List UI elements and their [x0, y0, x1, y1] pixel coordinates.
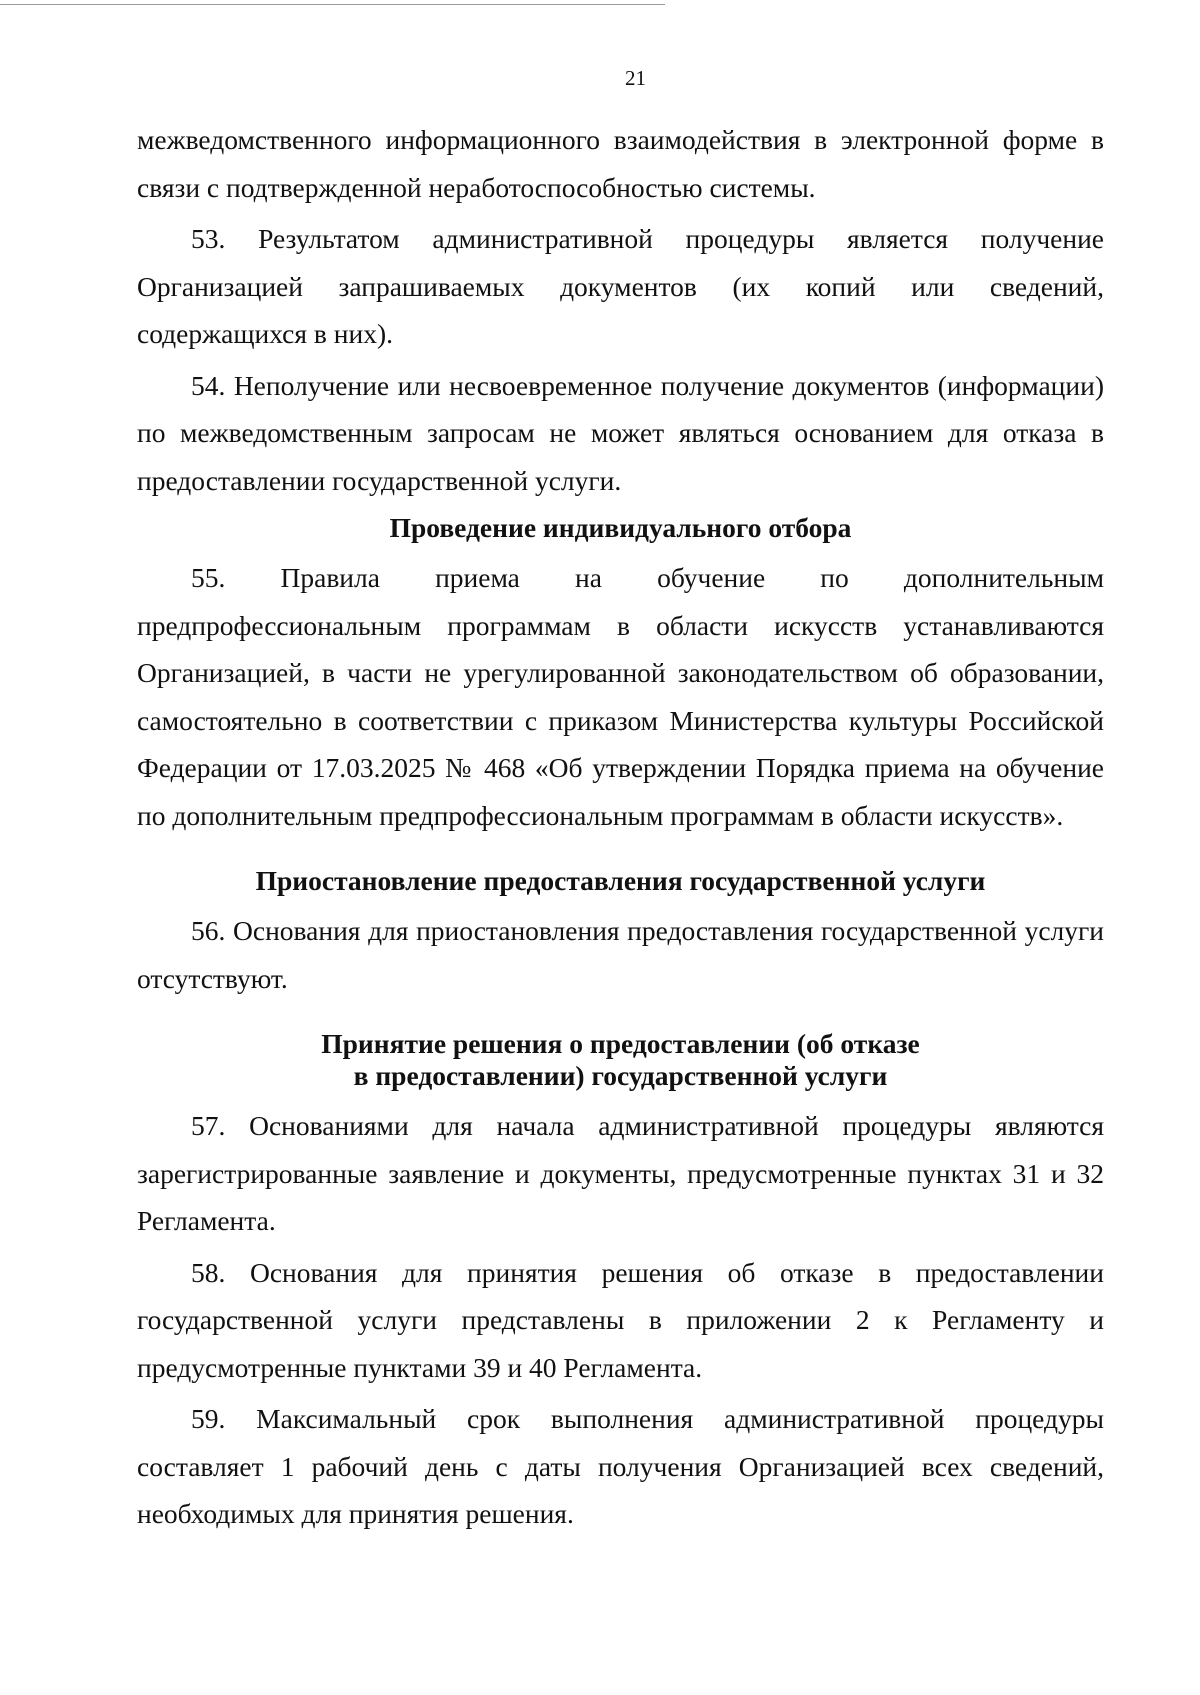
section-heading-individual-selection: [137, 512, 1104, 544]
paragraph-55: 55. Правила приема на обучение по дополнительным предпрофессиональным программам в области искусств устанавливаются Организацией, в части не урегулированной законодательством об образовании, самостоятельно в соответствии с приказом Министерства культуры Российской Федерации от 17.03.2025 № 468 «Об утверждении Порядка приема на обучение по дополнительным предпрофессиональным программам в области искусств».: [137, 562, 1104, 831]
paragraph-56: 56. Основания для приостановления предоставления государственной услуги отсутствуют.: [137, 915, 1104, 994]
paragraph-continuation: межведомственного информационного взаимодействия в электронной форме в связи с подтвержденной неработоспособностью системы.: [137, 124, 1104, 203]
heading-line: Проведение индивидуального отбора: [389, 512, 852, 543]
page-number: 21: [625, 66, 646, 90]
document-page: [137, 66, 1104, 1542]
paragraph-53: 53. Результатом административной процедуры является получение Организацией запрашиваемых документов (их копий или сведений, содержащихся в них).: [137, 223, 1104, 349]
heading-line: Приостановление предоставления государственной услуги: [255, 865, 986, 896]
paragraph-57: 57. Основаниями для начала административной процедуры являются зарегистрированные заявление и документы, предусмотренные пунктах 31 и 32 Регламента.: [137, 1110, 1104, 1236]
paragraph-59: 59. Максимальный срок выполнения административной процедуры составляет 1 рабочий день с даты получения Организацией всех сведений, необходимых для принятия решения.: [137, 1403, 1104, 1529]
paragraph-54: 54. Неполучение или несвоевременное получение документов (информации) по межведомственным запросам не может являться основанием для отказа в предоставлении государственной услуги.: [137, 369, 1104, 496]
scan-edge-line: [0, 4, 665, 5]
section-heading-suspension: [137, 865, 1104, 897]
heading-line: Принятие решения о предоставлении (об отказе: [321, 1028, 920, 1059]
paragraph-58: 58. Основания для принятия решения об отказе в предоставлении государственной услуги представлены в приложении 2 к Регламенту и предусмотренные пунктами 39 и 40 Регламента.: [137, 1256, 1104, 1383]
heading-line: в предоставлении) государственной услуги: [353, 1060, 888, 1091]
section-heading-decision: [137, 1028, 1104, 1092]
